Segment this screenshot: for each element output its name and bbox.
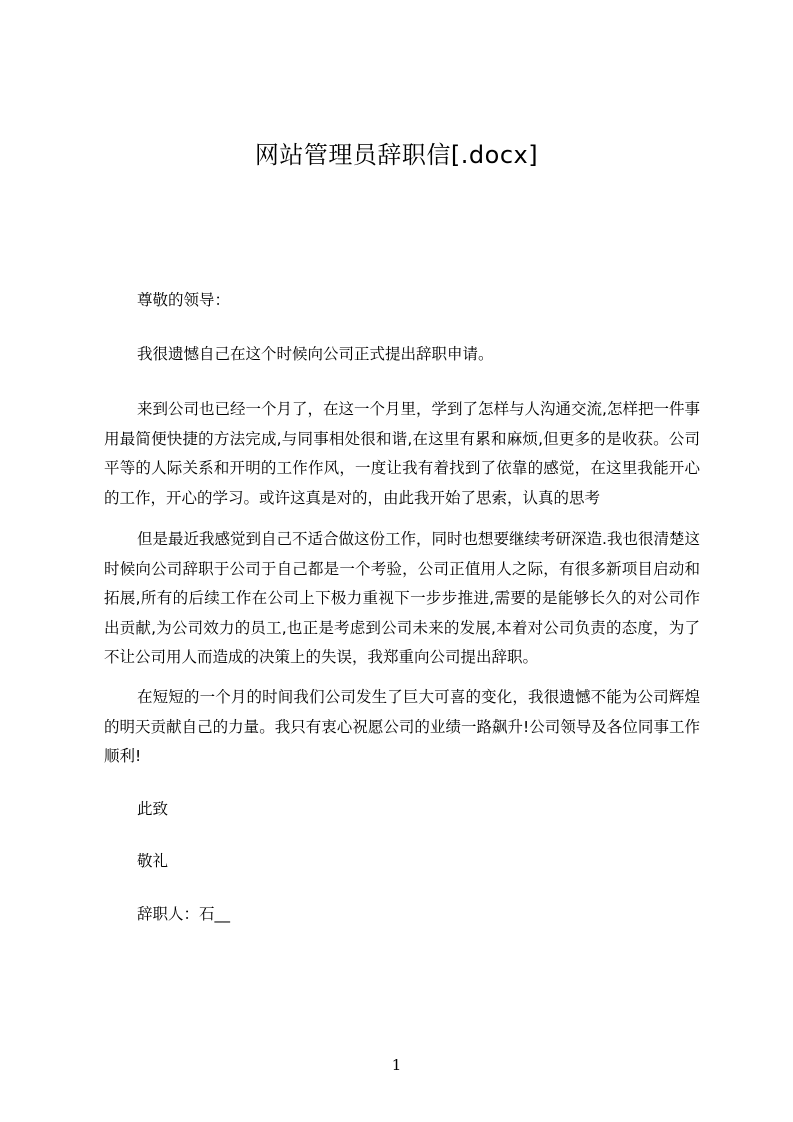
paragraph-reason: 但是最近我感觉到自己不适合做这份工作，同时也想要继续考研深造.我也很清楚这时候向公司辞职于公司于自己都是一个考验，公司正值用人之际，有很多新项目启动和拓展,所有的后续工作在公司上下极力重视下一步步推进,需要的是能够长久的对公司作出贡献,为公司效力的员工,也正是考虑到公司未来的发展,本着对公司负责的态度，为了不让公司用人而造成的决策上的失误，我郑重向公司提出辞职。 (104, 530, 700, 666)
closing-cizhi: 此致 (137, 800, 169, 818)
page-number: 1 (391, 1056, 402, 1074)
document-title: 网站管理员辞职信[.docx] (254, 141, 539, 169)
paragraph-wishes: 在短短的一个月的时间我们公司发生了巨大可喜的变化，我很遗憾不能为公司辉煌的明天贡献自己的力量。我只有衷心祝愿公司的业绩一路飙升!公司领导及各位同事工作顺利! (104, 688, 700, 765)
paragraph-intro: 我很遗憾自己在这个时候向公司正式提出辞职申请。 (137, 345, 494, 363)
salutation: 尊敬的领导： (137, 291, 231, 309)
closing-jingli: 敬礼 (137, 852, 169, 870)
signature: 辞职人：石__ (137, 905, 231, 923)
paragraph-experience: 来到公司也已经一个月了，在这一个月里，学到了怎样与人沟通交流,怎样把一件事用最简便快捷的方法完成,与同事相处很和谐,在这里有累和麻烦,但更多的是收获。公司平等的人际关系和开明的工作作风，一度让我有着找到了依靠的感觉，在这里我能开心的工作，开心的学习。或许这真是对的，由此我开始了思索，认真的思考 (104, 400, 700, 507)
